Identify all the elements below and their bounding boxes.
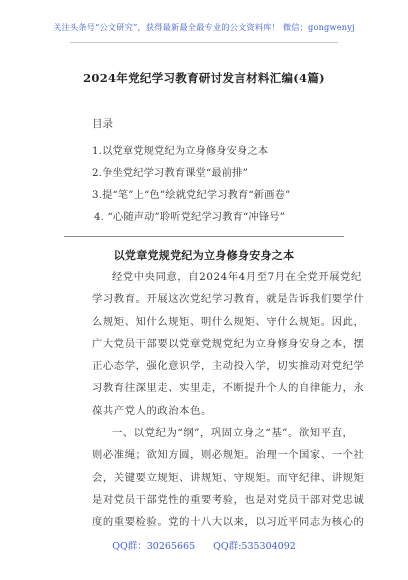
body-line: 学习教育。开展这次党纪学习教育，就是告诉我们要学什	[92, 293, 365, 306]
body-line: 是对党员干部党性的重要考验，也是对党员干部对党忠诚	[92, 493, 365, 506]
table-of-contents	[92, 117, 392, 229]
body-line: 经党中央同意，自2024年4月至7月在全党开展党纪	[112, 271, 362, 283]
body-line: 会，关键要立规矩、讲规矩、守规矩。而守纪律、讲规矩	[92, 471, 365, 484]
body-line: 习教育往深里走、实里走，不断提升个人的自律能力，永	[92, 382, 365, 395]
body-line: 一、以党纪为“纲”，巩固立身之“基”。欲知平直，	[112, 427, 354, 440]
body-line: 么规矩、知什么规矩、明什么规矩、守什么规矩。因此，	[92, 315, 365, 328]
body-line: 则必准绳；欲知方圆，则必规矩。治理一个国家、一个社	[92, 449, 365, 462]
toc-item-4[interactable]: 4. “心随声动”聆听党纪学习教育“冲锋号”	[94, 212, 286, 223]
section-divider	[64, 236, 344, 237]
toc-item-3[interactable]: 3.提“笔”上“色”绘就党纪学习教育“新画卷”	[92, 190, 291, 201]
section-body	[92, 266, 365, 534]
footer-qq-group-2: QQ群:535304092	[213, 541, 296, 552]
body-line: 正心态学，强化意识学，主动投入学，切实推动对党纪学	[92, 360, 365, 373]
toc-item-2[interactable]: 2.争坐党纪学习教育课堂“最前排”	[92, 168, 248, 179]
body-line: 葆共产党人的政治本色。	[92, 404, 212, 417]
header-divider	[70, 42, 338, 43]
footer-qq-group-1: QQ群：30265665	[112, 541, 196, 552]
section-title: 以党章党规党纪为立身修身安身之本	[113, 249, 295, 262]
toc-item-1[interactable]: 1.以党章党规党纪为立身修身安身之本	[92, 146, 269, 157]
footer-contact	[0, 538, 408, 552]
document-title: 2024年党纪学习教育研讨发言材料汇编(4篇)	[83, 71, 325, 85]
header-banner: 关注头条号“公文研究”，获得最新最全最专业的公文资料库！ 微信：gongwenyj	[53, 22, 355, 32]
body-line: 度的重要检验。党的十八大以来，以习近平同志为核心的	[92, 516, 365, 529]
body-line: 广大党员干部要以党章党规党纪为立身修身安身之本，摆	[92, 337, 365, 350]
toc-heading: 目录	[92, 118, 113, 130]
